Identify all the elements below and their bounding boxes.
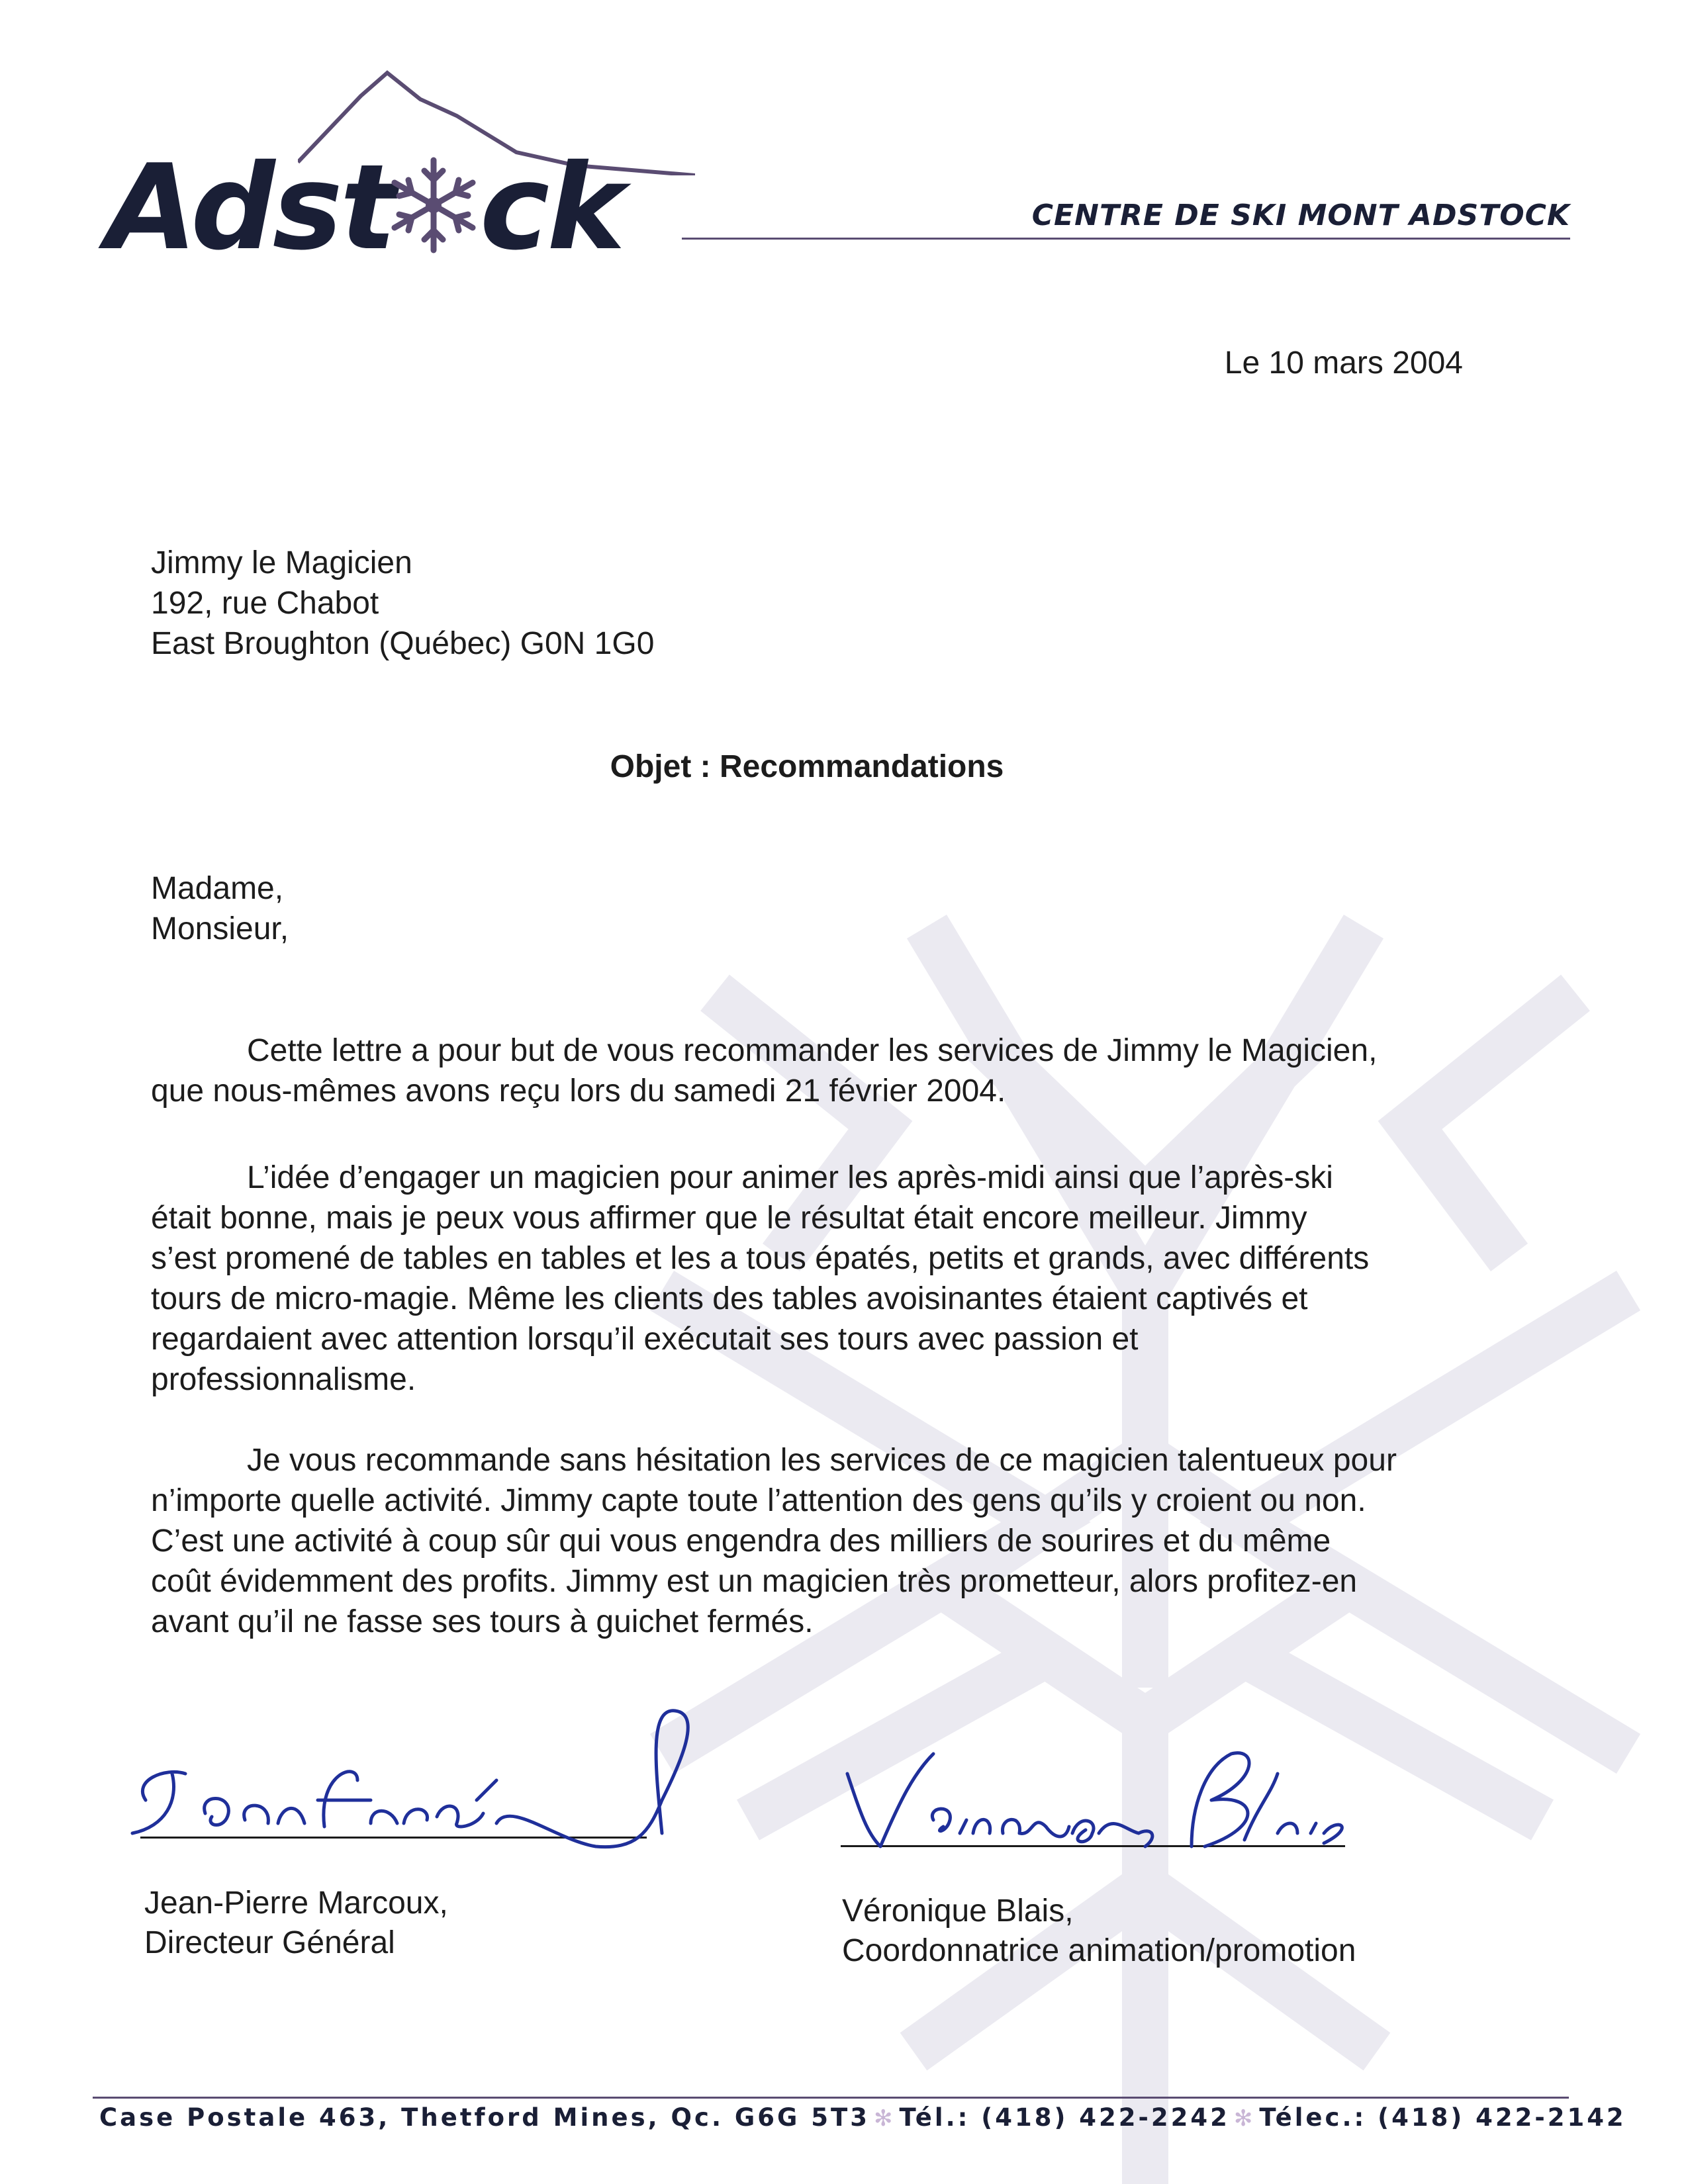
- recipient-name: Jimmy le Magicien: [151, 545, 412, 580]
- snowflake-icon: [384, 156, 483, 255]
- recipient-address: [151, 543, 945, 664]
- paragraph-line: regardaient avec attention lorsqu’il exécutait ses tours avec passion et: [151, 1322, 1139, 1357]
- paragraph-line: que nous-mêmes avons reçu lors du samedi 21 février 2004.: [151, 1073, 1006, 1109]
- signatory-1: [144, 1883, 740, 1962]
- body-paragraph-3: [151, 1440, 1463, 1642]
- logo-text-left: Adst: [106, 139, 394, 276]
- paragraph-line: n’importe quelle activité. Jimmy capte toute l’attention des gens qu’ils y croient ou non.: [151, 1483, 1366, 1518]
- salutation: [151, 868, 680, 949]
- paragraph-line: L’idée d’engager un magicien pour animer les après-midi ainsi que l’après-ski: [247, 1160, 1333, 1195]
- letter-subject: Objet : Recommandations: [610, 749, 1004, 784]
- signature-jean-pierre: [106, 1701, 735, 1853]
- signatory-title: Coordonnatrice animation/promotion: [842, 1933, 1356, 1968]
- paragraph-line: avant qu’il ne fasse ses tours à guichet fermés.: [151, 1604, 814, 1639]
- company-logo: [99, 69, 695, 276]
- header-divider: [682, 238, 1570, 240]
- paragraph-line: Je vous recommande sans hésitation les services de ce magicien talentueux pour: [247, 1443, 1397, 1478]
- header-title: CENTRE DE SKI MONT ADSTOCK: [1031, 199, 1570, 232]
- paragraph-line: s’est promené de tables en tables et les a tous épatés, petits et grands, avec différents: [151, 1241, 1370, 1276]
- signatory-name: Véronique Blais,: [842, 1893, 1074, 1929]
- salutation-line: Monsieur,: [151, 911, 289, 946]
- paragraph-line: était bonne, mais je peux vous affirmer que le résultat était encore meilleur. Jimmy: [151, 1201, 1307, 1236]
- signatory-name: Jean-Pierre Marcoux,: [144, 1886, 448, 1921]
- recipient-city: East Broughton (Québec) G0N 1G0: [151, 626, 655, 661]
- body-paragraph-2: [151, 1158, 1463, 1400]
- paragraph-line: tours de micro-magie. Même les clients des tables avoisinantes étaient captivés et: [151, 1281, 1308, 1316]
- paragraph-line: professionnalisme.: [151, 1362, 416, 1397]
- logo-text-right: ck: [479, 139, 623, 276]
- footer-fax: Télec.: (418) 422-2142: [1259, 2103, 1626, 2132]
- footer-phone: Tél.: (418) 422-2242: [899, 2103, 1230, 2132]
- footer-address: Case Postale 463, Thetford Mines, Qc. G6G 5T3: [99, 2103, 870, 2132]
- signature-veronique-blais: [834, 1734, 1357, 1860]
- paragraph-line: Cette lettre a pour but de vous recommander les services de Jimmy le Magicien,: [247, 1033, 1378, 1068]
- footer-contact: [99, 2103, 1626, 2143]
- paragraph-line: coût évidemment des profits. Jimmy est un magicien très prometteur, alors profitez-en: [151, 1564, 1358, 1599]
- asterisk-separator-icon: ✻: [873, 2105, 896, 2132]
- paragraph-line: C’est une activité à coup sûr qui vous engendra des milliers de sourires et du même: [151, 1524, 1331, 1559]
- footer-divider: [93, 2097, 1569, 2099]
- recipient-street: 192, rue Chabot: [151, 586, 379, 621]
- signatory-2: [842, 1891, 1504, 1970]
- letter-date: Le 10 mars 2004: [1224, 345, 1463, 381]
- asterisk-separator-icon: ✻: [1233, 2105, 1256, 2132]
- body-paragraph-1: [151, 1030, 1463, 1111]
- salutation-line: Madame,: [151, 871, 284, 906]
- signatory-title: Directeur Général: [144, 1925, 395, 1960]
